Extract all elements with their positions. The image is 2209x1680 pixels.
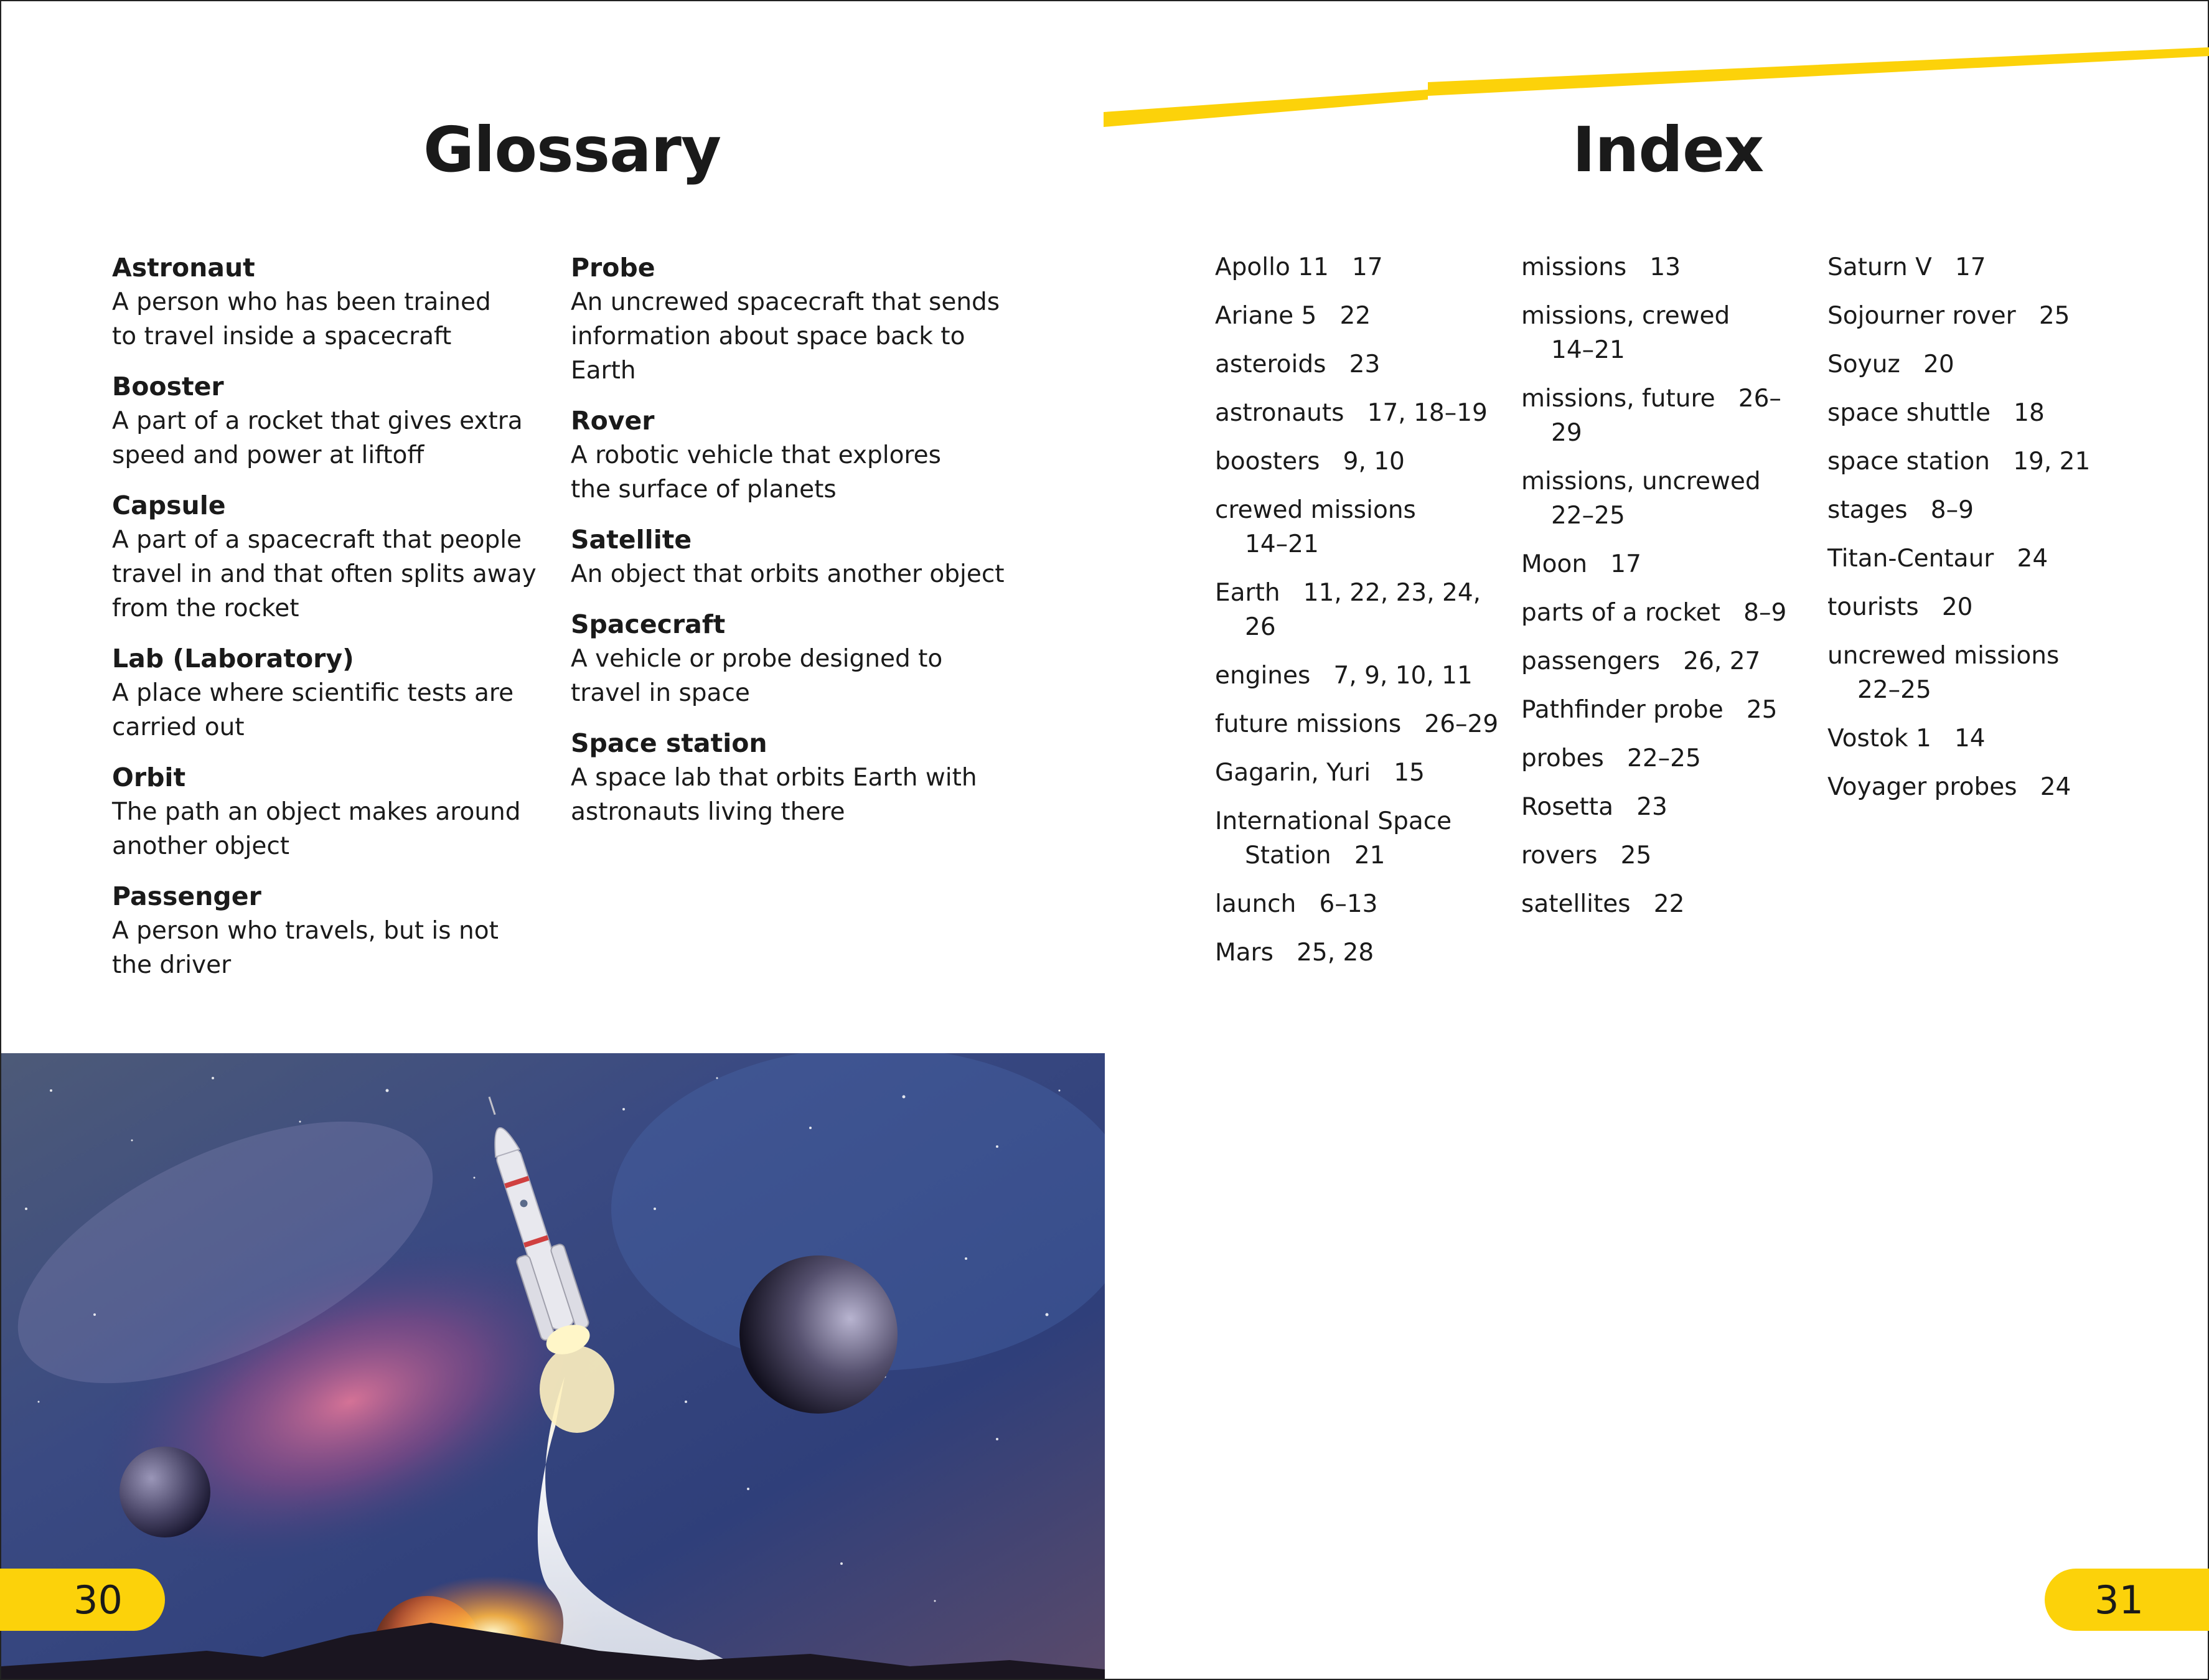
glossary-column-1: [112, 250, 548, 998]
index-column-1: [1215, 250, 1508, 984]
index-column-3: [1827, 250, 2120, 819]
space-scene: [1, 1053, 1105, 1679]
index-entry: parts of a rocket 8–9: [1521, 599, 1787, 627]
index-entry: Rosetta 23: [1521, 793, 1667, 821]
page-number-right: [2045, 1569, 2209, 1631]
index-entry: Apollo 11 17: [1215, 253, 1383, 281]
index-entry: space shuttle 18: [1827, 399, 2045, 427]
glossary-entry: [112, 641, 548, 744]
glossary-term: Space station: [571, 728, 767, 758]
glossary-definition: A vehicle or probe designed to travel in space: [571, 645, 943, 707]
glossary-term: Capsule: [112, 490, 226, 520]
glossary-definition: A part of a rocket that gives extra speed and power at liftoff: [112, 407, 523, 469]
glossary-term: Probe: [571, 253, 655, 283]
glossary-entry: [112, 879, 548, 982]
index-entry: Voyager probes 24: [1827, 773, 2071, 801]
glossary-entry: [571, 250, 1006, 388]
glossary-entry: [112, 488, 548, 626]
index-entry: uncrewed missions 22–25: [1827, 642, 2083, 704]
glossary-term: Spacecraft: [571, 609, 726, 639]
glossary-definition: A place where scientific tests are carried out: [112, 679, 514, 741]
glossary-term: Satellite: [571, 525, 692, 555]
glossary-entry: [112, 250, 548, 354]
index-entry: Sojourner rover 25: [1827, 302, 2070, 330]
glossary-entry: [571, 726, 1006, 829]
index-entry: space station 19, 21: [1827, 448, 2091, 476]
index-entry: Moon 17: [1521, 550, 1641, 578]
glossary-definition: A person who travels, but is not the driver: [112, 917, 499, 979]
glossary-term: Lab (Laboratory): [112, 644, 354, 673]
index-entry: missions, crewed 14–21: [1521, 302, 1753, 364]
index-entry: Mars 25, 28: [1215, 939, 1374, 967]
glossary-term: Rover: [571, 406, 655, 436]
index-entry: Soyuz 20: [1827, 350, 1954, 378]
glossary-definition: An object that orbits another object: [571, 560, 1005, 588]
index-entry: tourists 20: [1827, 593, 1973, 621]
index-entry: satellites 22: [1521, 890, 1685, 918]
rocket-launch-illustration: [1, 1053, 1105, 1679]
glossary-entry: [571, 403, 1006, 507]
index-title: Index: [1572, 113, 1764, 186]
index-column-2: [1521, 250, 1814, 936]
glossary-entry: [112, 760, 548, 863]
glossary-definition: A part of a spacecraft that people travel in and that often splits away from the rocket: [112, 526, 537, 622]
index-entry: Gagarin, Yuri 15: [1215, 759, 1425, 787]
glossary-column-2: [571, 250, 1006, 845]
page-number-right-label: 31: [2094, 1577, 2144, 1623]
glossary-term: Passenger: [112, 881, 261, 911]
index-entry: rovers 25: [1521, 842, 1652, 870]
index-entry: Saturn V 17: [1827, 253, 1986, 281]
index-entry: Vostok 1 14: [1827, 725, 1986, 753]
index-entry: missions, uncrewed 22–25: [1521, 467, 1784, 530]
index-entry: passengers 26, 27: [1521, 647, 1761, 675]
index-entry: launch 6–13: [1215, 890, 1378, 918]
index-entry: asteroids 23: [1215, 350, 1381, 378]
glossary-term: Booster: [112, 372, 224, 401]
index-entry: Earth 11, 22, 23, 24, 26: [1215, 579, 1489, 641]
planet-icon: [739, 1255, 898, 1414]
page-number-left-label: 30: [73, 1577, 123, 1623]
page-number-left: [0, 1569, 165, 1631]
index-entry: boosters 9, 10: [1215, 448, 1405, 476]
index-entry: missions 13: [1521, 253, 1681, 281]
index-entry: Ariane 5 22: [1215, 302, 1371, 330]
glossary-definition: The path an object makes around another object: [112, 798, 521, 860]
index-entry: International Space Station 21: [1215, 807, 1460, 870]
glossary-definition: A person who has been trained to travel inside a spacecraft: [112, 288, 491, 350]
index-entry: probes 22–25: [1521, 744, 1701, 772]
glossary-entry: [571, 522, 1006, 591]
planet-icon: [120, 1447, 210, 1537]
glossary-definition: An uncrewed spacecraft that sends information about space back to Earth: [571, 288, 1000, 385]
index-entry: future missions 26–29: [1215, 710, 1499, 738]
index-entry: Titan-Centaur 24: [1827, 545, 2048, 573]
glossary-definition: A robotic vehicle that explores the surface of planets: [571, 441, 941, 504]
index-entry: stages 8–9: [1827, 496, 1974, 524]
glossary-definition: A space lab that orbits Earth with astronauts living there: [571, 764, 977, 826]
glossary-title: Glossary: [423, 113, 721, 186]
index-entry: astronauts 17, 18–19: [1215, 399, 1488, 427]
index-entry: missions, future 26–29: [1521, 385, 1781, 447]
glossary-entry: [571, 607, 1006, 710]
glossary-entry: [112, 369, 548, 472]
glossary-term: Orbit: [112, 763, 186, 792]
index-entry: engines 7, 9, 10, 11: [1215, 662, 1473, 690]
glossary-term: Astronaut: [112, 253, 255, 283]
index-entry: crewed missions 14–21: [1215, 496, 1440, 558]
index-entry: Pathfinder probe 25: [1521, 696, 1778, 724]
